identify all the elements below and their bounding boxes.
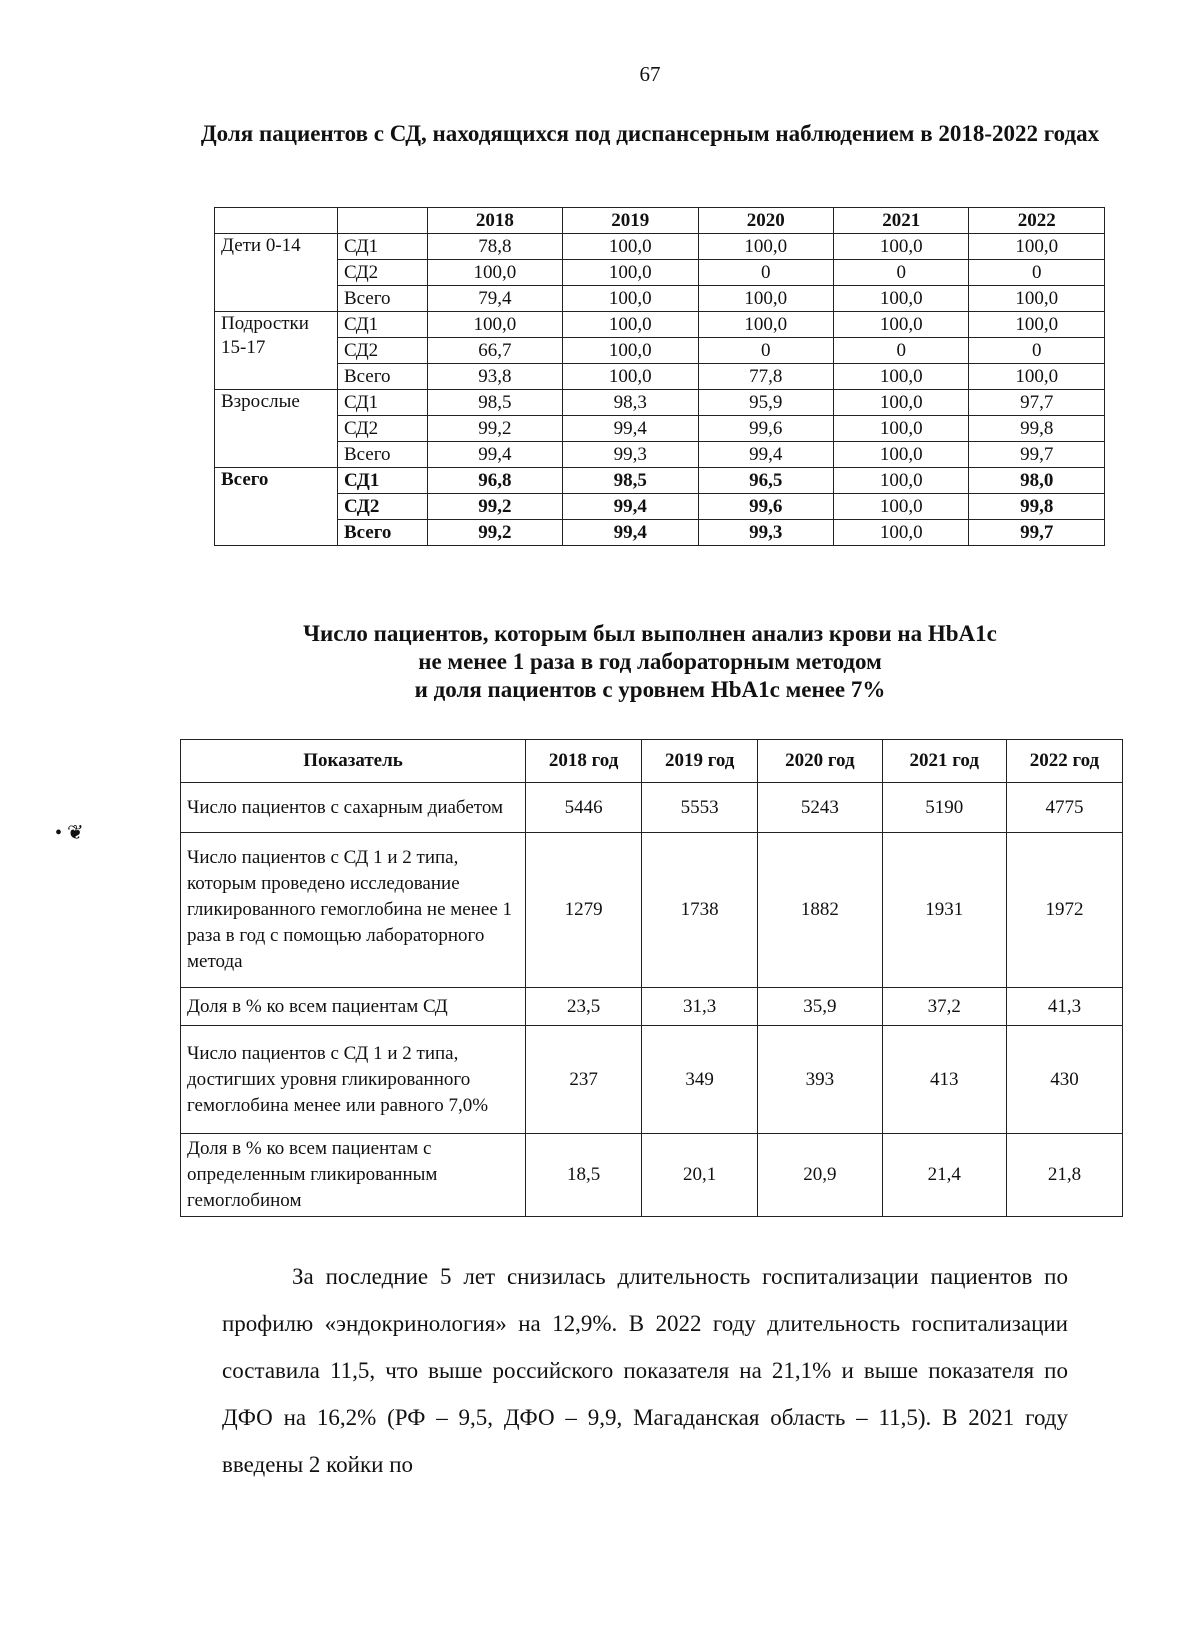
table2-cell: 31,3 [642,988,758,1026]
table1-cell: 100,0 [834,468,969,494]
table1-header-group [215,208,338,234]
table1-cell: 100,0 [427,260,562,286]
table1-cell: 79,4 [427,286,562,312]
table2-header-indicator: Показатель [181,740,526,783]
table1-type-label: СД1 [337,468,427,494]
table1-cell: 99,2 [427,494,562,520]
table2-row-label: Доля в % ко всем пациентам СД [181,988,526,1026]
table1-cell: 100,0 [563,286,698,312]
table2-row [181,833,1123,988]
table1-cell: 96,8 [427,468,562,494]
table2-cell: 5243 [758,783,882,833]
table1-cell: 99,3 [563,442,698,468]
table2-title [180,620,1120,704]
table2-cell: 1882 [758,833,882,988]
table2-cell: 5446 [526,783,642,833]
table1-type-label: СД2 [337,260,427,286]
table1-cell: 99,4 [563,520,698,546]
table1-cell: 99,7 [969,442,1105,468]
table1-header-year: 2021 [834,208,969,234]
table2-cell: 237 [526,1026,642,1134]
table1-type-label: СД1 [337,390,427,416]
table2-row-label: Доля в % ко всем пациентам с определенным гликированным гемоглобином [181,1134,526,1217]
table1-cell: 100,0 [834,286,969,312]
table1-cell: 99,7 [969,520,1105,546]
table1-row [215,338,1105,364]
body-paragraph: За последние 5 лет снизилась длительность госпитализации пациентов по профилю «эндокринология» на 12,9%. В 2022 году длительность госпитализации составила 11,5, что выше российского показателя на 21,1% и выше показателя по ДФО на 16,2% (РФ – 9,5, ДФО – 9,9, Магаданская область – 11,5). В 2021 году введены 2 койки по [222,1264,1068,1477]
table1-header-row [215,208,1105,234]
table1-cell: 100,0 [563,364,698,390]
table1-row [215,494,1105,520]
table1-row [215,260,1105,286]
table1-cell: 96,5 [698,468,833,494]
table1-cell: 100,0 [834,234,969,260]
table1-cell: 100,0 [698,234,833,260]
table1-cell: 99,6 [698,416,833,442]
table2-cell: 1279 [526,833,642,988]
table1-type-label: СД1 [337,234,427,260]
table2-cell: 4775 [1006,783,1122,833]
table1-cell: 78,8 [427,234,562,260]
table1-row [215,286,1105,312]
table2-cell: 349 [642,1026,758,1134]
table1-cell: 98,3 [563,390,698,416]
table1-cell: 66,7 [427,338,562,364]
table2-cell: 1738 [642,833,758,988]
table1-cell: 0 [969,338,1105,364]
table1-cell: 99,4 [563,416,698,442]
table2-row [181,1026,1123,1134]
table1-cell: 100,0 [563,234,698,260]
table2-cell: 5553 [642,783,758,833]
table2-cell: 21,4 [882,1134,1006,1217]
table1-cell: 99,8 [969,494,1105,520]
table1-cell: 98,5 [427,390,562,416]
table2-cell: 23,5 [526,988,642,1026]
hba1c-table [180,739,1123,1217]
table1-cell: 100,0 [969,234,1105,260]
table1-header-year: 2022 [969,208,1105,234]
table1-row [215,390,1105,416]
page-number: 67 [639,62,661,86]
table2-row-label: Число пациентов с СД 1 и 2 типа, достигших уровня гликированного гемоглобина менее или равного 7,0% [181,1026,526,1134]
table1-cell: 99,6 [698,494,833,520]
table2-cell: 413 [882,1026,1006,1134]
table1-cell: 100,0 [834,364,969,390]
table1-cell: 100,0 [563,312,698,338]
table1-cell: 100,0 [834,442,969,468]
table2-cell: 1972 [1006,833,1122,988]
table1-cell: 100,0 [563,338,698,364]
table2-header-year: 2018 год [526,740,642,783]
table1-header-year: 2018 [427,208,562,234]
table1-cell: 100,0 [698,286,833,312]
table1-cell: 100,0 [834,416,969,442]
table2-cell: 41,3 [1006,988,1122,1026]
table2-cell: 430 [1006,1026,1122,1134]
margin-mark: • ❦ [55,822,84,844]
table2-header-year: 2021 год [882,740,1006,783]
table1-cell: 99,2 [427,520,562,546]
table1-header-year: 2019 [563,208,698,234]
table1-group-label: Подростки 15-17 [215,312,338,390]
table1-cell: 77,8 [698,364,833,390]
table1-row [215,364,1105,390]
table1-type-label: СД2 [337,338,427,364]
table1-row [215,416,1105,442]
table1-type-label: Всего [337,442,427,468]
table2-row [181,1134,1123,1217]
dispensary-table [214,207,1105,546]
table1-cell: 100,0 [834,390,969,416]
table1-cell: 100,0 [834,312,969,338]
table1-cell: 99,3 [698,520,833,546]
table2-cell: 20,9 [758,1134,882,1217]
table1-cell: 93,8 [427,364,562,390]
table1-cell: 99,4 [698,442,833,468]
table1-cell: 0 [834,260,969,286]
table1-type-label: Всего [337,520,427,546]
table1-row [215,234,1105,260]
table1-row [215,442,1105,468]
table2-cell: 1931 [882,833,1006,988]
table1-header-type [337,208,427,234]
table1-cell: 0 [698,260,833,286]
table2-header-year: 2022 год [1006,740,1122,783]
table2-cell: 5190 [882,783,1006,833]
table1-cell: 98,5 [563,468,698,494]
table2-row-label: Число пациентов с СД 1 и 2 типа, которым проведено исследование гликированного гемоглобина не менее 1 раза в год с помощью лабораторного метода [181,833,526,988]
table2-row-label: Число пациентов с сахарным диабетом [181,783,526,833]
table1-header-year: 2020 [698,208,833,234]
table1-cell: 0 [834,338,969,364]
table1-cell: 100,0 [698,312,833,338]
table2-title-line: не менее 1 раза в год лабораторным методом [418,649,882,674]
table2-cell: 35,9 [758,988,882,1026]
table2-cell: 21,8 [1006,1134,1122,1217]
table1-cell: 100,0 [969,286,1105,312]
table1-cell: 100,0 [427,312,562,338]
table2-row [181,988,1123,1026]
table1-row [215,312,1105,338]
table1-cell: 99,4 [427,442,562,468]
table1-cell: 100,0 [834,494,969,520]
table1-group-label: Всего [215,468,338,546]
table1-row [215,520,1105,546]
table1-type-label: Всего [337,364,427,390]
table2-title-line: и доля пациентов с уровнем HbA1c менее 7% [414,677,886,702]
table2-header-year: 2020 год [758,740,882,783]
table1-group-label: Взрослые [215,390,338,468]
table1-title: Доля пациентов с СД, находящихся под диспансерным наблюдением в 2018-2022 годах [200,121,1100,146]
table1-cell: 100,0 [563,260,698,286]
table2-title-line: Число пациентов, которым был выполнен анализ крови на HbA1c [303,621,997,646]
table2-header-row [181,740,1123,783]
table1-cell: 100,0 [969,364,1105,390]
table2-header-year: 2019 год [642,740,758,783]
table1-cell: 100,0 [834,520,969,546]
table2-cell: 18,5 [526,1134,642,1217]
table1-cell: 99,2 [427,416,562,442]
table1-cell: 100,0 [969,312,1105,338]
table1-cell: 98,0 [969,468,1105,494]
table1-type-label: СД2 [337,494,427,520]
table1-cell: 95,9 [698,390,833,416]
table2-cell: 393 [758,1026,882,1134]
table1-cell: 99,8 [969,416,1105,442]
table2-row [181,783,1123,833]
table2-cell: 20,1 [642,1134,758,1217]
table1-cell: 0 [698,338,833,364]
table1-cell: 0 [969,260,1105,286]
table2-cell: 37,2 [882,988,1006,1026]
table1-cell: 97,7 [969,390,1105,416]
table1-row [215,468,1105,494]
table1-type-label: СД2 [337,416,427,442]
table1-group-label: Дети 0-14 [215,234,338,312]
table1-type-label: Всего [337,286,427,312]
table1-type-label: СД1 [337,312,427,338]
table1-cell: 99,4 [563,494,698,520]
